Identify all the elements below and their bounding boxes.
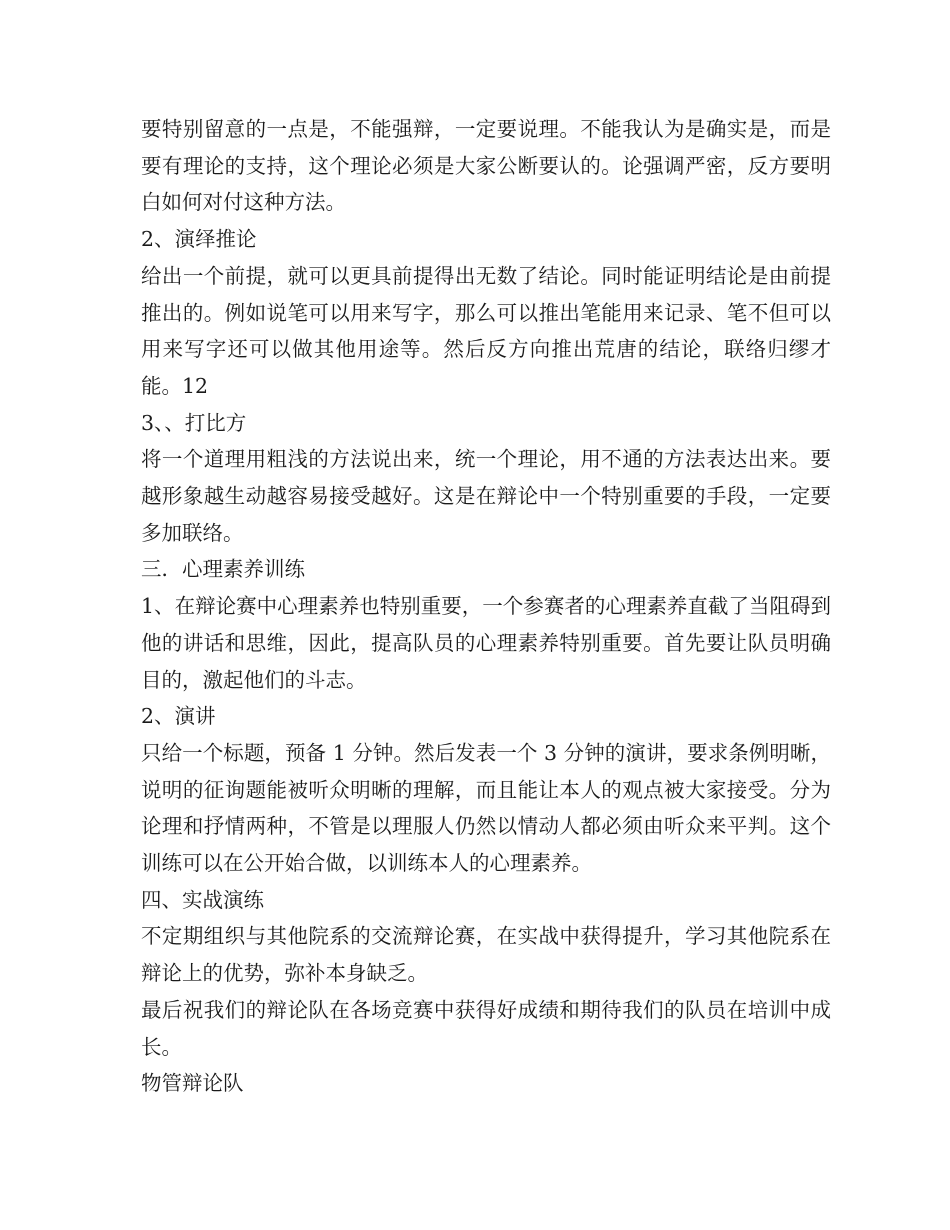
- paragraph-psychological-training: 1、在辩论赛中心理素养也特别重要，一个参赛者的心理素养直截了当阻碍到他的讲话和思维，因此，提高队员的心理素养特别重要。首先要让队员明确目的，激起他们的斗志。: [141, 594, 831, 692]
- document-body: [141, 111, 831, 1102]
- paragraph-closing: 最后祝我们的辩论队在各场竞赛中获得好成绩和期待我们的队员在培训中成长。: [141, 997, 831, 1059]
- paragraph-practice: 不定期组织与其他院系的交流辩论赛，在实战中获得提升，学习其他院系在辩论上的优势，弥补本身缺乏。: [141, 924, 831, 986]
- heading-deductive-reasoning: 2、演绎推论: [141, 227, 257, 252]
- signature-team: 物管辩论队: [141, 1071, 244, 1096]
- paragraph-speech: 只给一个标题，预备 1 分钟。然后发表一个 3 分钟的演讲，要求条例明晰，说明的征询题能被听众明晰的理解，而且能让本人的观点被大家接受。分为论理和抒情两种，不管是以理服人仍然以情动人都必须由听众来平判。这个训练可以在公开始合做，以训练本人的心理素养。: [141, 740, 831, 876]
- paragraph-analogy: 将一个道理用粗浅的方法说出来，统一个理论，用不通的方法表达出来。要越形象越生动越容易接受越好。这是在辩论中一个特别重要的手段，一定要多加联络。: [141, 447, 831, 545]
- paragraph-deductive-reasoning: 给出一个前提，就可以更具前提得出无数了结论。同时能证明结论是由前提推出的。例如说笔可以用来写字，那么可以推出笔能用来记录、笔不但可以用来写字还可以做其他用途等。然后反方向推出荒唐的结论，联络归缪才能。12: [141, 263, 831, 398]
- heading-analogy: 3、、打比方: [141, 410, 247, 435]
- heading-psychological-training: 三．心理素养训练: [141, 557, 305, 582]
- paragraph-intro: 要特别留意的一点是，不能强辩，一定要说理。不能我认为是确实是，而是要有理论的支持，这个理论必须是大家公断要认的。论强调严密，反方要明白如何对付这种方法。: [141, 117, 831, 215]
- heading-speech: 2、演讲: [141, 704, 216, 729]
- heading-practice: 四、实战演练: [141, 887, 264, 912]
